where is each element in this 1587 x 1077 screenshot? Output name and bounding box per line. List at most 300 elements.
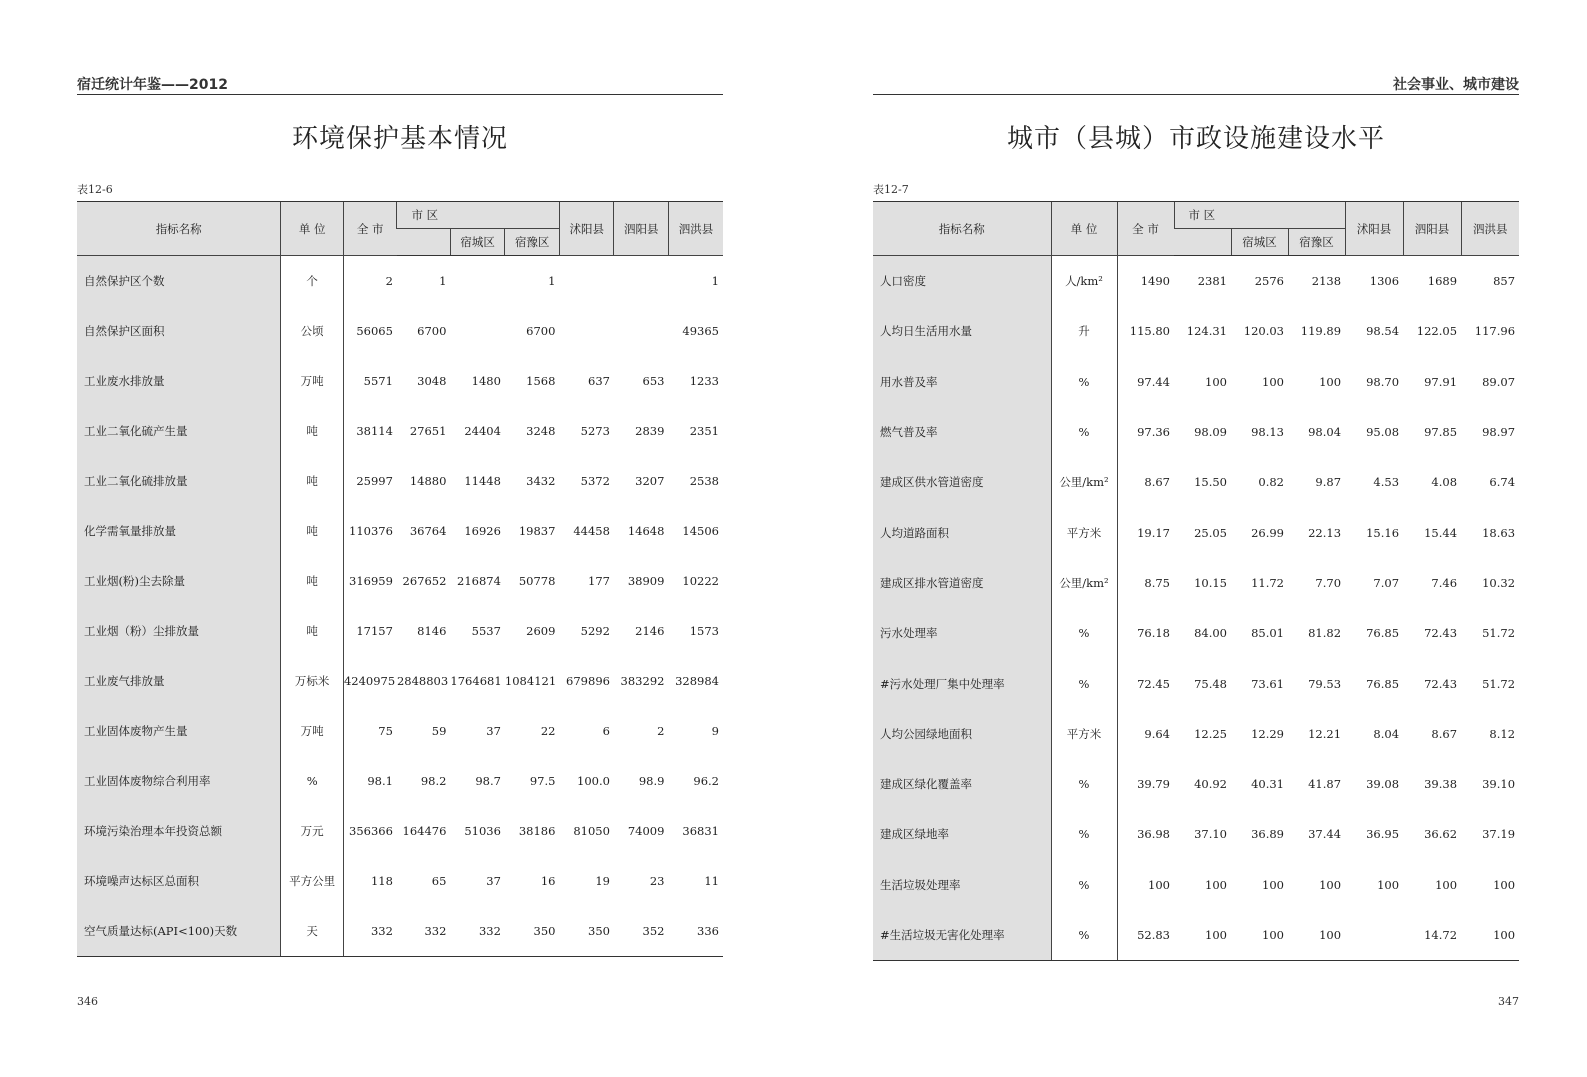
value-cell: 332 bbox=[343, 906, 396, 957]
indicator-name: 用水普及率 bbox=[873, 357, 1051, 407]
value-cell: 100 bbox=[1319, 374, 1342, 389]
indicator-name: 人均道路面积 bbox=[873, 507, 1051, 557]
value-cell: 37.44 bbox=[1308, 827, 1342, 842]
value-cell: 76.85 bbox=[1366, 626, 1400, 641]
running-head-left: 宿迁统计年鉴——2012 bbox=[77, 77, 228, 93]
value-cell: 177 bbox=[588, 574, 610, 588]
unit-cell: 公里/km² bbox=[1051, 558, 1117, 608]
value-cell: 1 bbox=[548, 274, 556, 288]
value-cell: 36764 bbox=[409, 524, 447, 538]
unit-cell: 人/km² bbox=[1051, 256, 1117, 307]
value-cell: 350 bbox=[505, 906, 560, 957]
value-cell: 3432 bbox=[526, 474, 556, 488]
unit-cell: 吨 bbox=[281, 556, 344, 606]
value-cell: 39.38 bbox=[1424, 777, 1458, 792]
value-cell: 65 bbox=[431, 874, 447, 888]
value-cell: 1689 bbox=[1427, 274, 1458, 289]
value-cell: 8146 bbox=[417, 624, 447, 638]
value-cell: 117.96 bbox=[1474, 324, 1516, 339]
value-cell: 97.44 bbox=[1137, 374, 1170, 389]
value-cell: 95.08 bbox=[1366, 425, 1400, 440]
indicator-name: 环境噪声达标区总面积 bbox=[77, 856, 281, 906]
value-cell: 39.08 bbox=[1366, 777, 1400, 792]
table-row bbox=[873, 809, 1519, 859]
value-cell: 122.05 bbox=[1416, 324, 1458, 339]
value-cell: 23 bbox=[649, 874, 665, 888]
indicator-name: #生活垃圾无害化处理率 bbox=[873, 910, 1051, 961]
value-cell: 97.91 bbox=[1424, 374, 1458, 389]
page-number: 347 bbox=[1498, 995, 1519, 1008]
unit-cell: 吨 bbox=[281, 506, 344, 556]
unit-cell: % bbox=[1051, 809, 1117, 859]
value-cell: 316959 bbox=[349, 574, 393, 588]
unit-cell: % bbox=[1051, 357, 1117, 407]
unit-cell: 平方米 bbox=[1051, 709, 1117, 759]
value-cell: 98.70 bbox=[1366, 374, 1400, 389]
header-urban: 市 区 bbox=[1174, 202, 1345, 229]
unit-cell: 万标米 bbox=[281, 656, 344, 706]
value-cell: 115.80 bbox=[1129, 324, 1170, 339]
value-cell: 10222 bbox=[682, 574, 719, 588]
value-cell: 8.67 bbox=[1144, 475, 1170, 490]
value-cell: 98.1 bbox=[367, 774, 393, 788]
value-cell: 4.53 bbox=[1373, 475, 1400, 490]
value-cell: 81.82 bbox=[1308, 626, 1342, 641]
value-cell: 19 bbox=[595, 874, 610, 888]
value-cell: 72.43 bbox=[1424, 626, 1458, 641]
page-title: 城市（县城）市政设施建设水平 bbox=[1006, 124, 1385, 154]
table-row bbox=[873, 608, 1519, 658]
value-cell: 7.07 bbox=[1373, 575, 1400, 590]
value-cell: 14648 bbox=[627, 524, 665, 538]
value-cell: 100 bbox=[1231, 910, 1288, 961]
value-cell: 3207 bbox=[635, 474, 665, 488]
value-cell: 2381 bbox=[1197, 274, 1227, 289]
value-cell: 38114 bbox=[356, 424, 393, 438]
value-cell: 37 bbox=[486, 724, 501, 738]
value-cell bbox=[614, 306, 669, 356]
value-cell: 1490 bbox=[1140, 274, 1170, 289]
value-cell: 11 bbox=[704, 874, 719, 888]
indicator-name: 生活垃圾处理率 bbox=[873, 860, 1051, 910]
header-rule bbox=[873, 94, 1519, 95]
value-cell bbox=[614, 256, 669, 307]
value-cell: 100.0 bbox=[577, 774, 610, 788]
value-cell: 679896 bbox=[566, 674, 610, 688]
value-cell: 100 bbox=[1262, 374, 1284, 389]
value-cell: 119.89 bbox=[1300, 324, 1342, 339]
unit-cell: 平方公里 bbox=[281, 856, 344, 906]
value-cell: 2351 bbox=[689, 424, 719, 438]
header-total: 全 市 bbox=[343, 202, 396, 256]
unit-cell: % bbox=[281, 756, 344, 806]
value-cell: 6700 bbox=[417, 324, 447, 338]
value-cell: 50778 bbox=[518, 574, 556, 588]
indicator-name: 工业废水排放量 bbox=[77, 356, 281, 406]
value-cell: 164476 bbox=[402, 824, 447, 838]
unit-cell: 升 bbox=[1051, 306, 1117, 356]
indicator-name: 建成区绿化覆盖率 bbox=[873, 759, 1051, 809]
value-cell: 72.43 bbox=[1424, 676, 1458, 691]
value-cell: 8.12 bbox=[1489, 726, 1516, 741]
table-row bbox=[77, 506, 723, 556]
header-county-3: 泗洪县 bbox=[668, 202, 723, 256]
value-cell: 11.72 bbox=[1251, 575, 1284, 590]
value-cell: 56065 bbox=[356, 324, 393, 338]
value-cell: 8.67 bbox=[1431, 726, 1458, 741]
value-cell: 15.16 bbox=[1366, 525, 1400, 540]
value-cell: 216874 bbox=[457, 574, 501, 588]
indicator-name: 自然保护区面积 bbox=[77, 306, 281, 356]
value-cell: 25.05 bbox=[1194, 525, 1227, 540]
value-cell: 3248 bbox=[526, 424, 556, 438]
value-cell: 98.04 bbox=[1308, 425, 1342, 440]
header-county-1: 沭阳县 bbox=[559, 202, 614, 256]
value-cell: 7.46 bbox=[1431, 575, 1458, 590]
indicator-name: 工业废气排放量 bbox=[77, 656, 281, 706]
value-cell: 97.5 bbox=[529, 774, 556, 788]
value-cell: 98.97 bbox=[1482, 425, 1516, 440]
value-cell: 59 bbox=[431, 724, 447, 738]
value-cell: 5273 bbox=[580, 424, 610, 438]
value-cell: 36.98 bbox=[1137, 827, 1170, 842]
header-total: 全 市 bbox=[1117, 202, 1174, 256]
value-cell: 97.85 bbox=[1424, 425, 1458, 440]
value-cell: 2576 bbox=[1254, 274, 1284, 289]
indicator-name: 建成区排水管道密度 bbox=[873, 558, 1051, 608]
table-row bbox=[873, 860, 1519, 910]
value-cell: 15.44 bbox=[1424, 525, 1458, 540]
indicator-name: 工业固体废物产生量 bbox=[77, 706, 281, 756]
value-cell: 2 bbox=[385, 274, 393, 288]
value-cell: 51.72 bbox=[1482, 626, 1516, 641]
value-cell: 52.83 bbox=[1117, 910, 1174, 961]
value-cell bbox=[1345, 910, 1403, 961]
value-cell: 2 bbox=[657, 724, 665, 738]
value-cell: 24404 bbox=[464, 424, 501, 438]
value-cell: 41.87 bbox=[1308, 777, 1342, 792]
value-cell: 37.19 bbox=[1482, 827, 1516, 842]
indicator-name: 污水处理率 bbox=[873, 608, 1051, 658]
indicator-name: 工业固体废物综合利用率 bbox=[77, 756, 281, 806]
header-district-1: 宿城区 bbox=[450, 229, 505, 256]
value-cell: 350 bbox=[559, 906, 614, 957]
value-cell: 1764681 bbox=[450, 674, 502, 688]
value-cell: 79.53 bbox=[1308, 676, 1342, 691]
value-cell: 637 bbox=[588, 374, 610, 388]
header-district-1: 宿城区 bbox=[1231, 229, 1288, 256]
value-cell: 2146 bbox=[635, 624, 665, 638]
value-cell: 98.54 bbox=[1366, 324, 1400, 339]
value-cell: 2848803 bbox=[396, 674, 449, 688]
header-county-1: 沭阳县 bbox=[1345, 202, 1403, 256]
value-cell: 352 bbox=[614, 906, 669, 957]
value-cell: 12.21 bbox=[1308, 726, 1342, 741]
value-cell: 98.9 bbox=[638, 774, 665, 788]
unit-cell: 个 bbox=[281, 256, 344, 307]
table-row bbox=[77, 456, 723, 506]
table-row bbox=[77, 706, 723, 756]
unit-cell: 万吨 bbox=[281, 356, 344, 406]
value-cell: 3048 bbox=[417, 374, 447, 388]
value-cell: 9.87 bbox=[1315, 475, 1342, 490]
value-cell: 40.31 bbox=[1251, 777, 1284, 792]
value-cell: 14.72 bbox=[1403, 910, 1461, 961]
value-cell: 36.62 bbox=[1424, 827, 1458, 842]
header-district-2: 宿豫区 bbox=[505, 229, 560, 256]
table-row bbox=[77, 306, 723, 356]
value-cell: 76.85 bbox=[1366, 676, 1400, 691]
value-cell: 39.10 bbox=[1482, 777, 1516, 792]
value-cell: 37 bbox=[486, 874, 501, 888]
table-row bbox=[77, 806, 723, 856]
value-cell: 19837 bbox=[518, 524, 556, 538]
value-cell: 22 bbox=[540, 724, 556, 738]
value-cell: 27651 bbox=[409, 424, 447, 438]
value-cell: 356366 bbox=[349, 824, 393, 838]
table-row bbox=[77, 906, 723, 957]
value-cell: 44458 bbox=[573, 524, 610, 538]
table-row bbox=[873, 507, 1519, 557]
header-name: 指标名称 bbox=[77, 202, 281, 256]
value-cell: 1084121 bbox=[504, 674, 557, 688]
table-row bbox=[77, 356, 723, 406]
value-cell: 100 bbox=[1174, 910, 1231, 961]
value-cell: 328984 bbox=[675, 674, 719, 688]
value-cell: 6 bbox=[602, 724, 610, 738]
value-cell: 98.2 bbox=[420, 774, 447, 788]
value-cell: 40.92 bbox=[1194, 777, 1227, 792]
indicator-name: 化学需氧量排放量 bbox=[77, 506, 281, 556]
value-cell: 17157 bbox=[356, 624, 393, 638]
value-cell bbox=[559, 256, 614, 307]
unit-cell: 吨 bbox=[281, 606, 344, 656]
unit-cell: 吨 bbox=[281, 456, 344, 506]
value-cell: 18.63 bbox=[1482, 525, 1516, 540]
value-cell: 2609 bbox=[526, 624, 556, 638]
value-cell: 96.2 bbox=[693, 774, 719, 788]
value-cell: 81050 bbox=[573, 824, 610, 838]
value-cell: 98.09 bbox=[1194, 425, 1227, 440]
unit-cell: 万元 bbox=[281, 806, 344, 856]
unit-cell: 平方米 bbox=[1051, 507, 1117, 557]
municipal-facilities-table bbox=[873, 201, 1519, 961]
table-row bbox=[77, 606, 723, 656]
indicator-name: 工业烟（粉）尘排放量 bbox=[77, 606, 281, 656]
indicator-name: 工业二氧化硫产生量 bbox=[77, 406, 281, 456]
value-cell: 653 bbox=[642, 374, 665, 388]
header-name: 指标名称 bbox=[873, 202, 1051, 256]
value-cell bbox=[450, 256, 505, 307]
table-row bbox=[873, 709, 1519, 759]
header-urban: 市 区 bbox=[397, 202, 560, 229]
value-cell: 8.04 bbox=[1373, 726, 1400, 741]
table-row bbox=[77, 406, 723, 456]
value-cell: 26.99 bbox=[1251, 525, 1284, 540]
table-row bbox=[873, 457, 1519, 507]
table-row bbox=[873, 558, 1519, 608]
unit-cell: % bbox=[1051, 910, 1117, 961]
indicator-name: 人均日生活用水量 bbox=[873, 306, 1051, 356]
value-cell: 25997 bbox=[356, 474, 393, 488]
value-cell: 49365 bbox=[682, 324, 719, 338]
environment-table bbox=[77, 201, 723, 957]
indicator-name: 人口密度 bbox=[873, 256, 1051, 307]
value-cell: 36.89 bbox=[1251, 827, 1284, 842]
value-cell: 7.70 bbox=[1315, 575, 1342, 590]
indicator-name: 空气质量达标(API<100)天数 bbox=[77, 906, 281, 957]
value-cell: 4240975 bbox=[343, 674, 396, 688]
indicator-name: 建成区绿地率 bbox=[873, 809, 1051, 859]
value-cell: 100 bbox=[1319, 877, 1342, 892]
value-cell: 72.45 bbox=[1137, 676, 1170, 691]
value-cell: 15.50 bbox=[1194, 475, 1227, 490]
value-cell: 97.36 bbox=[1137, 425, 1170, 440]
value-cell: 16926 bbox=[464, 524, 501, 538]
indicator-name: 工业烟(粉)尘去除量 bbox=[77, 556, 281, 606]
indicator-name: 环境污染治理本年投资总额 bbox=[77, 806, 281, 856]
value-cell: 120.03 bbox=[1243, 324, 1284, 339]
value-cell: 6.74 bbox=[1489, 475, 1516, 490]
value-cell: 336 bbox=[668, 906, 723, 957]
unit-cell: % bbox=[1051, 407, 1117, 457]
value-cell: 2138 bbox=[1311, 274, 1342, 289]
value-cell: 5292 bbox=[580, 624, 610, 638]
value-cell: 10.32 bbox=[1482, 575, 1516, 590]
value-cell: 2538 bbox=[689, 474, 719, 488]
value-cell: 36.95 bbox=[1366, 827, 1400, 842]
value-cell: 85.01 bbox=[1251, 626, 1284, 641]
value-cell: 12.29 bbox=[1251, 726, 1284, 741]
unit-cell: % bbox=[1051, 860, 1117, 910]
unit-cell: 公顷 bbox=[281, 306, 344, 356]
running-head-right: 社会事业、城市建设 bbox=[1393, 77, 1519, 93]
header-county-2: 泗阳县 bbox=[614, 202, 669, 256]
value-cell: 10.15 bbox=[1194, 575, 1227, 590]
value-cell: 84.00 bbox=[1194, 626, 1227, 641]
value-cell: 19.17 bbox=[1137, 525, 1170, 540]
unit-cell: 万吨 bbox=[281, 706, 344, 756]
value-cell: 11448 bbox=[464, 474, 501, 488]
header-district-2: 宿豫区 bbox=[1288, 229, 1345, 256]
value-cell: 89.07 bbox=[1482, 374, 1516, 389]
value-cell: 73.61 bbox=[1251, 676, 1284, 691]
value-cell: 1480 bbox=[471, 374, 501, 388]
unit-cell: % bbox=[1051, 759, 1117, 809]
value-cell: 1 bbox=[711, 274, 719, 288]
value-cell bbox=[559, 306, 614, 356]
value-cell: 100 bbox=[1493, 877, 1516, 892]
value-cell: 1306 bbox=[1369, 274, 1400, 289]
value-cell: 51.72 bbox=[1482, 676, 1516, 691]
table-number: 表12-6 bbox=[77, 183, 113, 196]
unit-cell: 吨 bbox=[281, 406, 344, 456]
value-cell: 5537 bbox=[471, 624, 501, 638]
value-cell: 9 bbox=[711, 724, 719, 738]
value-cell: 1233 bbox=[689, 374, 719, 388]
value-cell: 4.08 bbox=[1431, 475, 1458, 490]
page-title: 环境保护基本情况 bbox=[291, 124, 508, 154]
value-cell: 14880 bbox=[409, 474, 447, 488]
value-cell: 51036 bbox=[464, 824, 501, 838]
value-cell: 100 bbox=[1461, 910, 1519, 961]
value-cell: 100 bbox=[1377, 877, 1400, 892]
indicator-name: 建成区供水管道密度 bbox=[873, 457, 1051, 507]
value-cell bbox=[450, 306, 505, 356]
value-cell: 2839 bbox=[635, 424, 665, 438]
value-cell: 1573 bbox=[689, 624, 719, 638]
header-unit: 单 位 bbox=[281, 202, 344, 256]
value-cell: 14506 bbox=[682, 524, 719, 538]
value-cell: 383292 bbox=[620, 674, 665, 688]
header-county-2: 泗阳县 bbox=[1403, 202, 1461, 256]
unit-cell: % bbox=[1051, 658, 1117, 708]
value-cell: 332 bbox=[397, 906, 450, 957]
indicator-name: 自然保护区个数 bbox=[77, 256, 281, 307]
value-cell: 9.64 bbox=[1144, 726, 1170, 741]
table-row bbox=[77, 556, 723, 606]
value-cell: 332 bbox=[450, 906, 505, 957]
value-cell: 100 bbox=[1148, 877, 1170, 892]
value-cell: 22.13 bbox=[1308, 525, 1342, 540]
table-row bbox=[77, 856, 723, 906]
indicator-name: #污水处理厂集中处理率 bbox=[873, 658, 1051, 708]
value-cell: 267652 bbox=[402, 574, 447, 588]
value-cell: 5571 bbox=[363, 374, 393, 388]
value-cell: 100 bbox=[1205, 374, 1227, 389]
header-county-3: 泗洪县 bbox=[1461, 202, 1519, 256]
value-cell: 857 bbox=[1493, 274, 1516, 289]
value-cell: 6700 bbox=[526, 324, 556, 338]
table-row bbox=[77, 656, 723, 706]
value-cell: 100 bbox=[1288, 910, 1345, 961]
table-row bbox=[873, 306, 1519, 356]
value-cell: 0.82 bbox=[1258, 475, 1284, 490]
value-cell: 75 bbox=[378, 724, 393, 738]
value-cell: 38186 bbox=[518, 824, 556, 838]
table-row bbox=[873, 357, 1519, 407]
unit-cell: % bbox=[1051, 608, 1117, 658]
header-unit: 单 位 bbox=[1051, 202, 1117, 256]
table-row bbox=[873, 658, 1519, 708]
value-cell: 16 bbox=[540, 874, 556, 888]
value-cell: 39.79 bbox=[1137, 777, 1170, 792]
value-cell: 75.48 bbox=[1194, 676, 1227, 691]
value-cell: 1568 bbox=[526, 374, 556, 388]
value-cell: 1 bbox=[439, 274, 447, 288]
value-cell: 100 bbox=[1435, 877, 1458, 892]
value-cell: 100 bbox=[1205, 877, 1227, 892]
page-number: 346 bbox=[77, 995, 98, 1008]
value-cell: 36831 bbox=[682, 824, 719, 838]
indicator-name: 人均公园绿地面积 bbox=[873, 709, 1051, 759]
table-row bbox=[873, 910, 1519, 961]
value-cell: 74009 bbox=[627, 824, 665, 838]
indicator-name: 工业二氧化硫排放量 bbox=[77, 456, 281, 506]
unit-cell: 天 bbox=[281, 906, 344, 957]
value-cell: 98.13 bbox=[1251, 425, 1284, 440]
value-cell: 118 bbox=[370, 874, 393, 888]
value-cell: 38909 bbox=[627, 574, 665, 588]
value-cell: 37.10 bbox=[1194, 827, 1227, 842]
header-rule bbox=[77, 94, 723, 95]
value-cell: 8.75 bbox=[1144, 575, 1170, 590]
value-cell: 76.18 bbox=[1137, 626, 1170, 641]
table-row bbox=[77, 256, 723, 307]
value-cell: 100 bbox=[1262, 877, 1284, 892]
table-row bbox=[873, 256, 1519, 307]
value-cell: 98.7 bbox=[475, 774, 501, 788]
